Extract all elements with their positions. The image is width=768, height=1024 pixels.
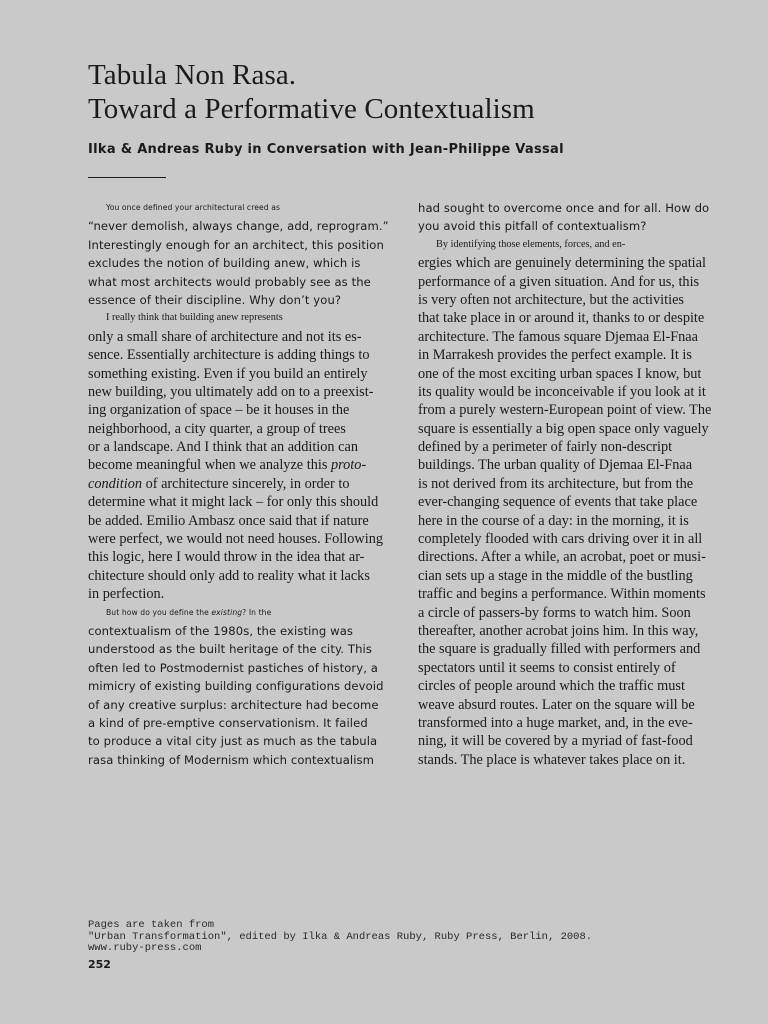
text-line: determine what it might lack – for only this should xyxy=(88,494,379,511)
text-line xyxy=(88,456,388,474)
text-line: its quality would be inconceivable if you look at it xyxy=(418,383,706,400)
title-divider xyxy=(88,177,166,178)
text-line xyxy=(88,604,388,622)
text-line: stands. The place is whatever takes place on it. xyxy=(418,751,686,768)
text-line: buildings. The urban quality of Djemaa El-Fnaa xyxy=(418,457,693,474)
title-line-2: Toward a Performative Contextualism xyxy=(88,93,535,125)
left-column xyxy=(88,199,388,769)
footer-line: Pages are taken from xyxy=(88,919,215,931)
text-line: is not derived from its architecture, but from the xyxy=(418,475,694,492)
text-line: a kind of pre-emptive conservationism. It failed xyxy=(88,715,368,730)
text-line: only a small share of architecture and not its es- xyxy=(88,328,362,345)
text-line: architecture. The famous square Djemaa El-Fnaa xyxy=(418,328,698,345)
emphasis: existing xyxy=(211,607,243,617)
footer-url: www.ruby-press.com xyxy=(88,942,202,954)
text-line: ing organization of space – be it houses in the xyxy=(88,402,350,419)
text-line: often led to Postmodernist pastiches of history, a xyxy=(88,660,379,675)
text-line: directions. After a while, an acrobat, poet or musi- xyxy=(418,549,706,566)
text-line: Interestingly enough for an architect, this position xyxy=(88,237,384,252)
text-line: completely flooded with cars driving over it in all xyxy=(418,531,703,548)
text-line: “never demolish, always change, add, reprogram.” xyxy=(88,219,389,234)
question-1 xyxy=(88,199,388,309)
text-line: sence. Essentially architecture is adding things to xyxy=(88,347,370,364)
text-line: square is essentially a big open space only vaguely xyxy=(418,420,709,437)
text-line: cian sets up a stage in the middle of the bustling xyxy=(418,567,693,584)
text-line: mimicry of existing building configurations devoid xyxy=(88,679,384,694)
text-line: in Marrakesh provides the perfect example. It is xyxy=(418,347,692,364)
article-subtitle: Ilka & Andreas Ruby in Conversation with Jean-Philippe Vassal xyxy=(88,142,564,157)
text-line: spectators until it seems to consist entirely of xyxy=(418,659,676,676)
right-column xyxy=(418,199,718,769)
text-line: be added. Emilio Ambasz once said that if nature xyxy=(88,512,369,529)
text-line: had sought to overcome once and for all. How do xyxy=(418,201,710,215)
text-line: circles of people around which the traffic must xyxy=(418,678,685,695)
text-line: neighborhood, a city quarter, a group of trees xyxy=(88,420,346,437)
text-line: the square is gradually filled with performers and xyxy=(418,641,701,658)
text-line: were perfect, we would not need houses. Following xyxy=(88,531,383,548)
text-run: become meaningful when we analyze this xyxy=(88,457,331,474)
title-line-1: Tabula Non Rasa. xyxy=(88,59,297,91)
article-title xyxy=(88,58,535,126)
text-line: transformed into a huge market, and, in the eve- xyxy=(418,714,693,731)
text-run: of architecture sincerely, in order to xyxy=(142,475,350,492)
text-line xyxy=(88,475,388,493)
emphasis: proto- xyxy=(330,457,367,474)
answer-1 xyxy=(88,309,388,603)
text-line: I really think that building anew represents xyxy=(106,312,283,324)
text-line: chitecture should only add to reality what it lacks xyxy=(88,567,370,584)
source-footer xyxy=(88,920,592,955)
text-line: one of the most exciting urban spaces I know, but xyxy=(418,365,702,382)
text-line: excludes the notion of building anew, which is xyxy=(88,256,361,271)
text-line: or a landscape. And I think that an addition can xyxy=(88,439,358,456)
text-line: a circle of passers-by forms to watch him. Soon xyxy=(418,604,691,621)
answer-2 xyxy=(418,236,718,769)
question-2 xyxy=(88,604,388,770)
footer-line: "Urban Transformation", edited by Ilka & Andreas Ruby, Ruby Press, Berlin, 2008. xyxy=(88,930,593,943)
text-line: in perfection. xyxy=(88,586,165,603)
text-line: thereafter, another acrobat joins him. In this way, xyxy=(418,622,699,639)
text-run: But how do you define the xyxy=(106,607,212,617)
text-line: weave absurd routes. Later on the square will be xyxy=(418,696,695,713)
text-line: rasa thinking of Modernism which contextualism xyxy=(88,752,375,767)
text-line: what most architects would probably see as the xyxy=(88,274,371,289)
text-line: that take place in or around it, thanks to or despite xyxy=(418,310,705,327)
text-line: performance of a given situation. And for us, this xyxy=(418,273,700,290)
question-2-continued xyxy=(418,199,718,236)
text-line: ever-changing sequence of events that take place xyxy=(418,494,698,511)
text-line: to produce a vital city just as much as the tabula xyxy=(88,734,378,749)
text-line: here in the course of a day: in the morning, it is xyxy=(418,512,689,529)
text-line: something existing. Even if you build an entirely xyxy=(88,365,368,382)
text-line: By identifying those elements, forces, and en- xyxy=(436,238,626,250)
text-line: defined by a perimeter of fairly non-descript xyxy=(418,439,673,456)
text-line: contextualism of the 1980s, the existing was xyxy=(88,623,354,638)
text-line: essence of their discipline. Why don’t you? xyxy=(88,292,342,307)
text-line: understood as the built heritage of the city. This xyxy=(88,642,372,657)
text-line: you avoid this pitfall of contextualism? xyxy=(418,219,647,234)
text-line: from a purely western-European point of view. The xyxy=(418,402,712,419)
text-line: ning, it will be covered by a myriad of fast-food xyxy=(418,733,693,750)
text-line: is very often not architecture, but the activities xyxy=(418,291,684,308)
text-line: this logic, here I would throw in the idea that ar- xyxy=(88,549,365,566)
emphasis: condition xyxy=(88,475,143,492)
text-line: of any creative surplus: architecture had become xyxy=(88,697,379,712)
text-line: traffic and begins a performance. Within moments xyxy=(418,586,706,603)
page-number: 252 xyxy=(88,958,111,971)
text-line: You once defined your architectural creed as xyxy=(106,203,281,212)
text-run: ? In the xyxy=(242,607,272,617)
text-line: new building, you ultimately add on to a preexist- xyxy=(88,383,374,400)
text-line: ergies which are genuinely determining the spatial xyxy=(418,255,706,272)
